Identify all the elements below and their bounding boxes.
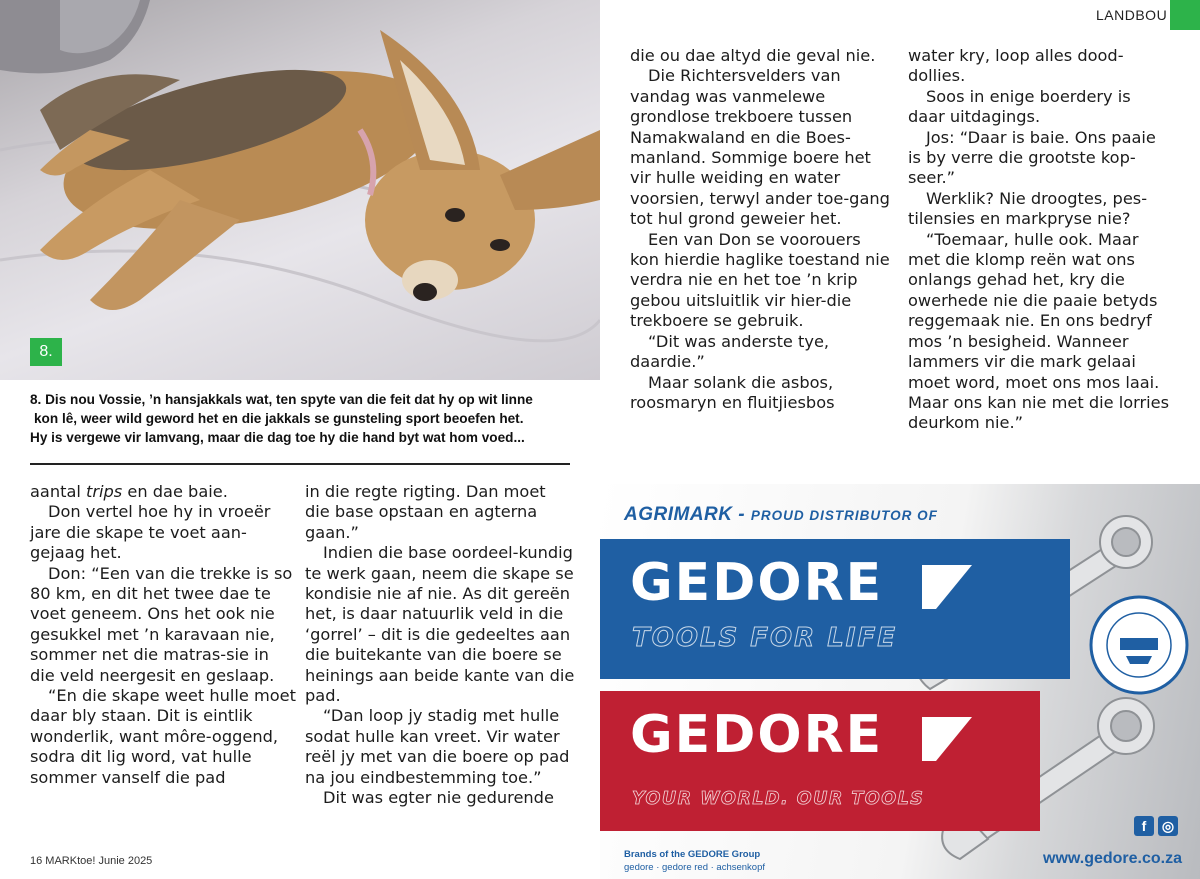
ad-red-band	[600, 691, 1040, 831]
gedore-advertisement[interactable]	[600, 484, 1200, 879]
caption-line: Hy is vergewe vir lamvang, maar die dag toe hy die hand byt wat hom voed...	[30, 430, 525, 445]
ad-website-link[interactable]: www.gedore.co.za	[1043, 850, 1182, 867]
photo-caption	[30, 390, 570, 447]
gedore-logo-blue: GEDORE	[630, 553, 884, 613]
jackal-photo	[0, 0, 600, 380]
section-color-block-right	[1170, 0, 1200, 30]
paragraph: water kry, loop alles dood-dollies.	[908, 46, 1124, 86]
article-column-2	[305, 482, 575, 809]
paragraph: “Dan loop jy stadig met hulle sodat hulle kan vreet. Vir water reël jy met van die boere op pad na jou eindbestemming toe.”	[305, 706, 570, 787]
paragraph: aantal trips en dae baie.	[30, 482, 228, 501]
section-tag-right: LANDBOU	[1096, 7, 1168, 23]
caption-line: 8. Dis nou Vossie, ’n hansjakkals wat, ten spyte van die feit dat hy op wit linne	[30, 392, 533, 407]
paragraph: Die Richtersvelders van vandag was vanmelewe grondlose trekboere tussen Namakwaland en die Boes-manland. Sommige boere het vir hulle weiding en water voorsien, terwyl ander toe-gang tot hul grond geweier het.	[630, 66, 890, 229]
paragraph: Don vertel hoe hy in vroeër jare die skape te voet aan-gejaag het.	[30, 502, 271, 563]
facebook-icon[interactable]: f	[1134, 816, 1154, 836]
paragraph: Werklik? Nie droogtes, pes-tilensies en markpryse nie?	[908, 188, 1148, 229]
photo-number-badge: 8.	[30, 338, 62, 366]
paragraph: Soos in enige boerdery is daar uitdagings.	[908, 86, 1131, 127]
paragraph: “En die skape weet hulle moet daar bly staan. Dit is eintlik wonderlik, want môre-oggend, sodra dit lig word, vat hulle sommer vanself die pad	[30, 686, 296, 787]
gedore-logo-red: GEDORE	[630, 705, 884, 765]
gedore-arrow-icon	[918, 713, 976, 765]
paragraph: Een van Don se voorouers kon hierdie haglike toestand nie verdra nie en het toe ’n krip gebou uitsluitlik vir hier-die trekboere se gebruik.	[630, 229, 890, 331]
ad-slogan-blue: TOOLS FOR LIFE	[632, 623, 897, 653]
ad-blue-band	[600, 539, 1070, 679]
caption-divider	[30, 463, 570, 465]
paragraph: Maar solank die asbos, roosmaryn en fluitjiesbos	[630, 372, 835, 412]
paragraph: Indien die base oordeel-kundig te werk gaan, neem die skape se kondisie nie af nie. As dit gereën het, is daar natuurlik veld in die ‘gorrel’ – dit is die gedeeltes aan die buitekante van die boere se heinings aan beide kante van die pad.	[305, 543, 575, 706]
paragraph: Don: “Een van die trekke is so 80 km, en dit het twee dae te voet geneem. Ons het ook nie gesukkel met ’n karavaan nie, sommer net die matras-sie in die veld neergesit en geslaap.	[30, 563, 293, 685]
ad-headline: AGRIMARK - PROUD DISTRIBUTOR OF	[624, 504, 938, 525]
paragraph: Dit was egter nie gedurende	[323, 788, 554, 808]
paragraph: Jos: “Daar is baie. Ons paaie is by verre die grootste kop-seer.”	[908, 127, 1156, 188]
paragraph: in die regte rigting. Dan moet die base opstaan en agterna gaan.”	[305, 482, 546, 542]
quality-seal-icon	[1088, 594, 1190, 696]
ad-slogan-red: YOUR WORLD. OUR TOOLS	[632, 789, 925, 809]
paragraph: “Dit was anderste tye, daardie.”	[630, 331, 830, 372]
jackal-illustration	[0, 0, 600, 380]
article-column-3	[630, 46, 890, 413]
page-footer: 16 MARKtoe! Junie 2025	[30, 855, 153, 867]
ad-brand-list: Brands of the GEDORE Group gedore · gedore red · achsenkopf	[624, 849, 766, 873]
article-column-1	[30, 482, 298, 788]
paragraph: die ou dae altyd die geval nie.	[630, 46, 876, 65]
caption-line: kon lê, weer wild geword het en die jakkals se gunsteling sport beoefen het.	[34, 411, 524, 426]
gedore-arrow-icon	[918, 561, 976, 613]
instagram-icon[interactable]: ◎	[1158, 816, 1178, 836]
article-column-4	[908, 46, 1170, 434]
paragraph: “Toemaar, hulle ook. Maar met die klomp reën wat ons onlangs gehad het, kry die owerhede nie die paaie betyds reggemaak nie. En ons bedryf mos ’n besigheid. Wanneer lammers vir die mark gelaai moet word, moet ons mos laai. Maar ons kan nie met die lorries deurkom nie.”	[908, 229, 1170, 433]
